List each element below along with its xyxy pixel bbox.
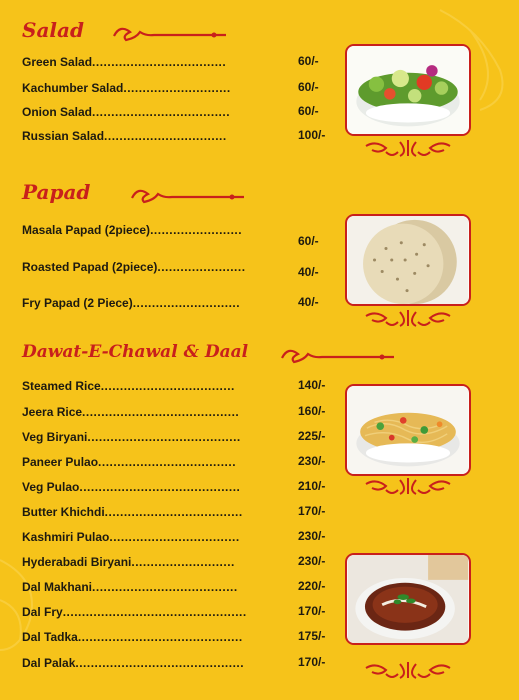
menu-item: Masala Papad (2piece)........................ xyxy=(22,223,243,237)
item-price: 220/- xyxy=(298,579,326,593)
papad-photo xyxy=(345,214,471,306)
menu-item: Hyderabadi Biryani........................... xyxy=(22,555,235,569)
menu-item: Veg Pulao.......................................... xyxy=(22,480,241,494)
salad-bowl-photo xyxy=(345,44,471,136)
menu-item: Russian Salad................................ xyxy=(22,129,227,143)
item-price: 170/- xyxy=(298,504,326,518)
menu-item: Roasted Papad (2piece)....................... xyxy=(22,260,246,274)
item-price: 40/- xyxy=(298,265,319,279)
menu-item: Dal Palak............................................ xyxy=(22,656,245,670)
menu-item: Dal Fry................................................ xyxy=(22,605,247,619)
veg-noodles-photo xyxy=(345,384,471,476)
decorative-ornament-icon xyxy=(362,308,454,330)
menu-item: Kashmiri Pulao.................................. xyxy=(22,530,240,544)
item-price: 60/- xyxy=(298,234,319,248)
item-price: 40/- xyxy=(298,295,319,309)
item-price: 175/- xyxy=(298,629,326,643)
menu-item: Green Salad................................... xyxy=(22,55,227,69)
section-title-dawat-e-chawal-daal: Dawat-E-Chawal & Daal xyxy=(22,342,249,362)
item-price: 140/- xyxy=(298,378,326,392)
item-price: 100/- xyxy=(298,128,326,142)
item-price: 60/- xyxy=(298,80,319,94)
item-price: 60/- xyxy=(298,54,319,68)
item-price: 225/- xyxy=(298,429,326,443)
item-price: 170/- xyxy=(298,604,326,618)
section-title-papad: Papad xyxy=(22,180,91,204)
item-price: 230/- xyxy=(298,529,326,543)
item-price: 160/- xyxy=(298,404,326,418)
menu-item: Onion Salad.................................... xyxy=(22,105,231,119)
dal-makhani-photo xyxy=(345,553,471,645)
menu-item: Steamed Rice................................... xyxy=(22,379,235,393)
decorative-ornament-icon xyxy=(362,660,454,682)
title-flourish-icon xyxy=(110,22,230,44)
menu-item: Butter Khichdi.................................... xyxy=(22,505,243,519)
menu-item: Kachumber Salad............................ xyxy=(22,81,231,95)
menu-item: Dal Tadka........................................... xyxy=(22,630,243,644)
title-flourish-icon xyxy=(278,344,398,366)
menu-item: Veg Biryani........................................ xyxy=(22,430,241,444)
decorative-ornament-icon xyxy=(362,476,454,498)
item-price: 230/- xyxy=(298,454,326,468)
item-price: 60/- xyxy=(298,104,319,118)
menu-item: Paneer Pulao.................................... xyxy=(22,455,237,469)
title-flourish-icon xyxy=(128,184,248,206)
section-title-salad: Salad xyxy=(22,18,84,42)
menu-item: Dal Makhani...................................... xyxy=(22,580,238,594)
menu-item: Jeera Rice......................................... xyxy=(22,405,240,419)
decorative-ornament-icon xyxy=(362,138,454,160)
item-price: 210/- xyxy=(298,479,326,493)
menu-item: Fry Papad (2 Piece)............................ xyxy=(22,296,241,310)
item-price: 170/- xyxy=(298,655,326,669)
item-price: 230/- xyxy=(298,554,326,568)
